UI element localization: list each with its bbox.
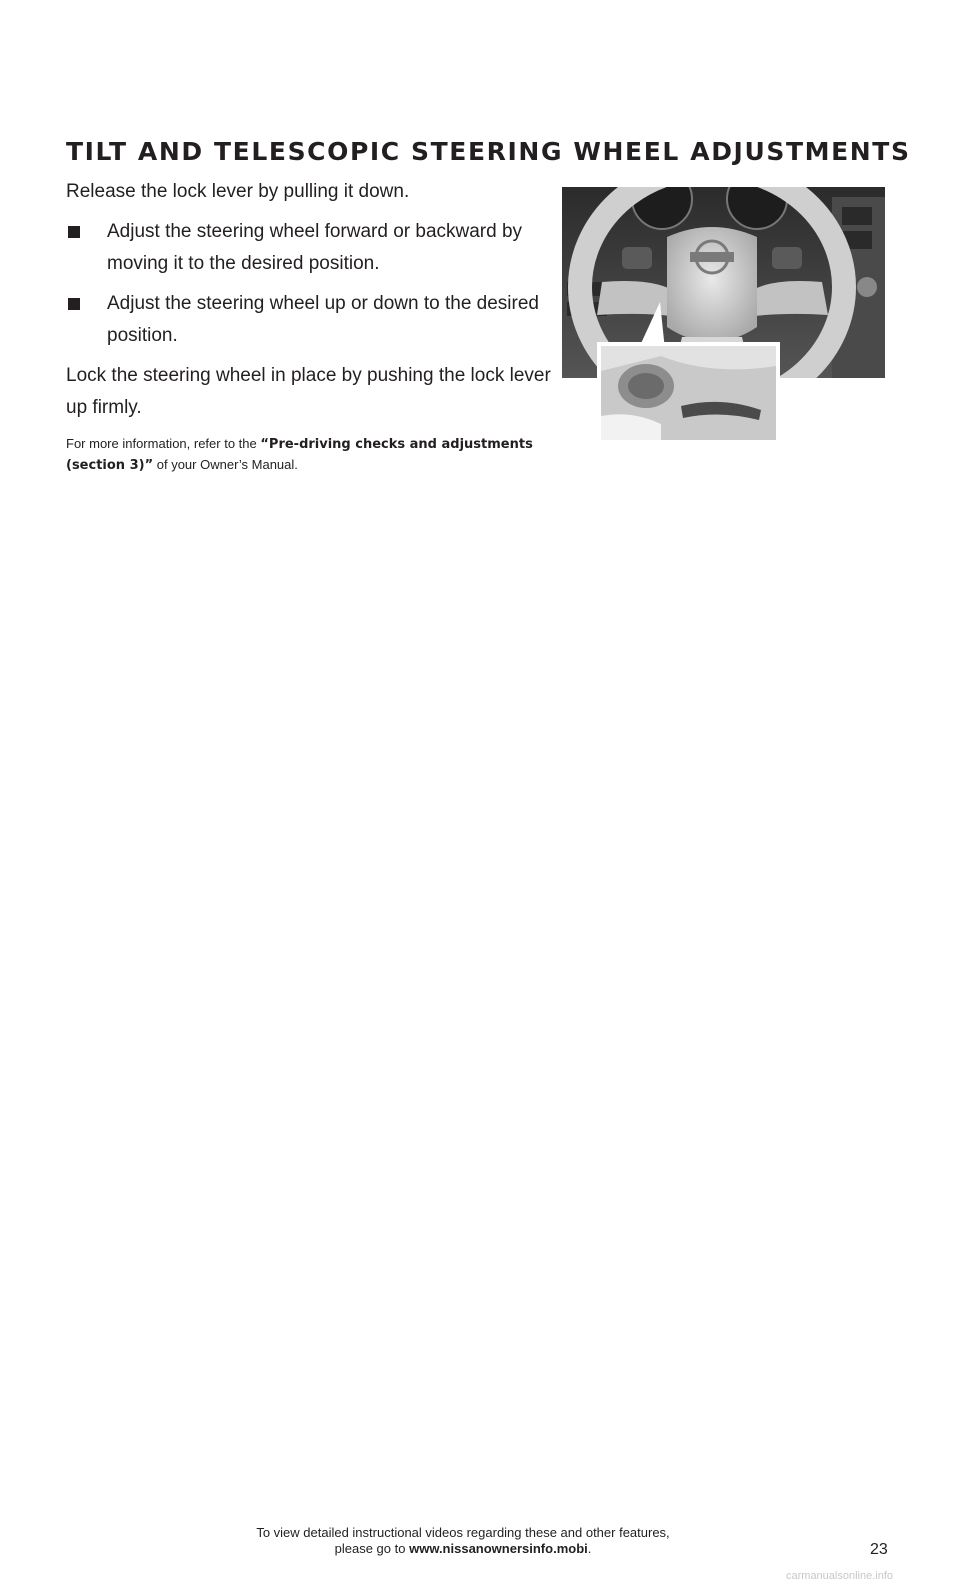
square-bullet-icon <box>68 226 80 238</box>
bullet-text: Adjust the steering wheel forward or backward by moving it to the desired position. <box>107 221 523 274</box>
footer-suffix: . <box>587 1541 592 1556</box>
note-suffix: of your Owner’s Manual. <box>156 457 298 472</box>
watermark: carmanualsonline.info <box>786 1570 894 1582</box>
note-prefix: For more information, refer to the <box>66 436 257 451</box>
lock-lever-closeup-photo <box>601 346 776 440</box>
bullet-item <box>66 216 576 280</box>
instructions <box>66 176 576 476</box>
bullet-item <box>66 288 576 352</box>
footer-text: To view detailed instructional videos regarding these and other features, <box>256 1525 670 1540</box>
manual-reference: “Pre-driving checks and adjustments (section 3)” <box>66 437 533 473</box>
footer-url-line <box>0 1541 943 1556</box>
closing-step: Lock the steering wheel in place by pushing the lock lever up firmly. <box>66 365 551 418</box>
owners-info-link[interactable]: www.nissanownersinfo.mobi <box>409 1541 588 1556</box>
square-bullet-icon <box>68 298 80 310</box>
footer-prefix: please go to <box>334 1541 406 1556</box>
intro-step: Release the lock lever by pulling it down. <box>66 181 410 202</box>
page-title: TILT AND TELESCOPIC STEERING WHEEL ADJUSTMENTS <box>66 137 911 166</box>
reference-note <box>66 434 576 476</box>
page-number: 23 <box>870 1541 888 1558</box>
bullet-text: Adjust the steering wheel up or down to the desired position. <box>107 293 539 346</box>
